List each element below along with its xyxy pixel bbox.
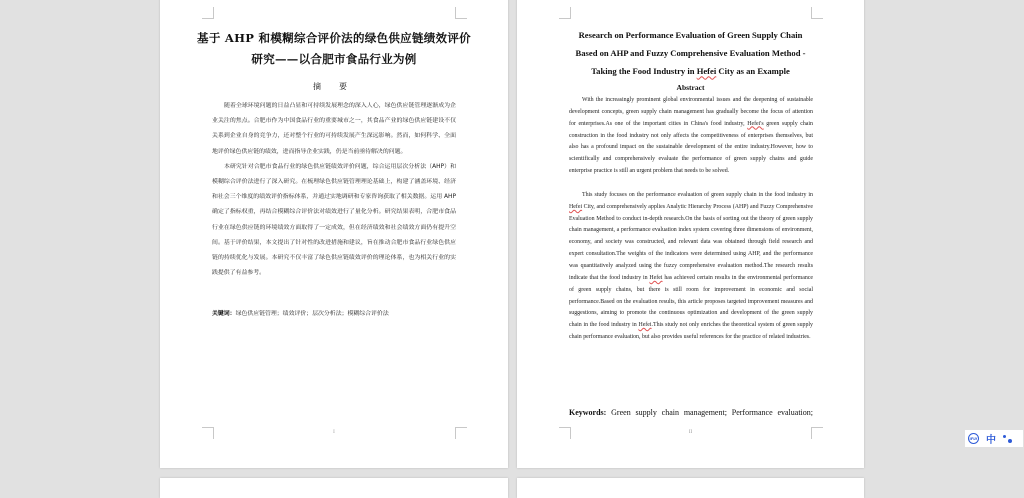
paragraph-spacer [569, 178, 813, 190]
margin-corner-top-left [202, 7, 214, 19]
document-page-4-top [517, 478, 864, 498]
chinese-keywords-label: 关键词： [212, 311, 236, 317]
english-title-line-3 [517, 62, 864, 80]
chinese-title-line-1: 基于 AHP 和模糊综合评价法的绿色供应链绩效评价 [197, 31, 471, 45]
spellcheck-flagged-word[interactable]: Hefei's [747, 120, 764, 127]
chinese-abstract-body [212, 99, 456, 281]
chinese-keywords [212, 308, 456, 317]
margin-corner-top-right [455, 7, 467, 19]
chinese-abstract-paragraph-1: 随着全球环境问题的日益凸显和可持续发展理念的深入人心，绿色供应链管理逐渐成为企业关注的焦点。合肥市作为中国食品行业的重要城市之一，其食品产业的绿色供应链建设不仅关系到企业自身的竞争力，还对整个行业的可持续发展产生深远影响。然而，如何科学、全面地评价绿色供应链的绩效，进而指导企业实践，仍是当前亟待解决的问题。 [212, 103, 456, 155]
ime-toolbar[interactable] [965, 430, 1023, 447]
spellcheck-flagged-word[interactable]: Hefei [638, 322, 652, 329]
english-keywords-list: Green supply chain management; Performance evaluation; [606, 408, 813, 417]
english-title-line-3-text: City as an Example [716, 66, 790, 77]
paragraph-text: .This study not only enriches the theoretical system of green supply chain performance evaluation, but also provides useful references for the practice of related industries. [569, 322, 813, 341]
english-abstract-paragraph-2 [569, 190, 813, 344]
spellcheck-flagged-word[interactable]: Hefei [569, 203, 583, 210]
ime-language-toggle[interactable]: 中 [986, 435, 996, 446]
english-title-line-3-text: Taking the Food Industry in [591, 66, 697, 77]
margin-corner-top-right [811, 7, 823, 19]
paragraph-text: City, and comprehensively applies Analytic Hierarchy Process (AHP) and Fuzzy Comprehensive Evaluation Method to conduct in-depth research.On the basis of sorting out the theory of green supply chain management, a performance evaluation index system covering three dimensions of environment, economy, and society was constructed, and relevant data was obtained through field research and expert consultation.The weights of the indicators were determined using AHP, and the performance was quantitatively analyzed using the fuzzy comprehensive evaluation method.The research results indicate that the food industry in [569, 203, 813, 281]
paragraph-text: This study focuses on the performance evaluation of green supply chain in the food industry in [582, 191, 813, 198]
paragraph-text: has achieved certain results in the environmental performance of green supply chains, but there is still room for improvement in economic and social performance.Based on the evaluation results, this article proposes targeted improvement measures and suggestions, aiming to promote the continuous optimization and development of the green supply chain in the food industry in [569, 274, 814, 329]
spellcheck-flagged-word[interactable]: Hefei [696, 66, 717, 77]
spellcheck-flagged-word[interactable]: Hefei [649, 274, 663, 281]
english-abstract-body [569, 95, 813, 344]
paragraph-text: green supply chain construction in the food industry not only affects the competitiveness of enterprises themselves, but also has a profound impact on the sustainable development of the entire industry.However, how to scientifically and comprehensively evaluate the performance of green supply chains and guide enterprise practice is still an urgent problem that needs to be solved. [569, 120, 814, 175]
chinese-title-line-2: 研究——以合肥市食品行业为例 [251, 52, 417, 66]
english-keywords [569, 408, 813, 417]
english-title [517, 26, 864, 81]
chinese-abstract-paragraph-2: 本研究针对合肥市食品行业的绿色供应链绩效评价问题，综合运用层次分析法（AHP）和模糊综合评价法进行了深入研究。在梳理绿色供应链管理理论基础上，构建了涵盖环境、经济和社会三个维度的绩效评价指标体系，并通过实地调研和专家咨询获取了相关数据。运用 AHP 确定了指标权重，再结合模糊综合评价法对绩效进行了量化分析。研究结果表明，合肥市食品行业在绿色供应链的环境绩效方面取得了一定成效，但在经济绩效和社会绩效方面仍有提升空间。基于评价结果，本文提出了针对性的改进措施和建议，旨在推动合肥市食品行业绿色供应链的持续优化与发展。本研究不仅丰富了绿色供应链绩效评价的理论体系，也为相关行业的实践提供了有益参考。 [212, 163, 456, 277]
punctuation-icon[interactable] [1003, 434, 1013, 444]
document-page-3-top [160, 478, 508, 498]
page-number: II [688, 430, 693, 435]
chinese-keywords-list: 绿色供应链管理；绩效评价；层次分析法；模糊综合评价法 [235, 311, 389, 317]
ime-logo-icon[interactable]: IFLY [968, 433, 979, 444]
english-title-line-2: Based on AHP and Fuzzy Comprehensive Evaluation Method - [575, 48, 806, 59]
page-number: I [333, 430, 335, 435]
english-abstract-paragraph-1 [569, 95, 813, 178]
chinese-abstract-heading: 摘 要 [313, 82, 355, 91]
document-page-2 [517, 0, 864, 468]
paragraph-text: With the increasingly prominent global environmental issues and the deepening of sustainable development concepts, green supply chain management has gradually become the focus of attention for enterprises.As one of the important cities in China's food industry, [569, 97, 813, 127]
margin-corner-top-left [559, 7, 571, 19]
english-title-line-1: Research on Performance Evaluation of Green Supply Chain [578, 30, 803, 40]
document-page-1 [160, 0, 508, 468]
english-abstract-heading: Abstract [676, 83, 705, 92]
english-keywords-label: Keywords: [569, 408, 607, 417]
